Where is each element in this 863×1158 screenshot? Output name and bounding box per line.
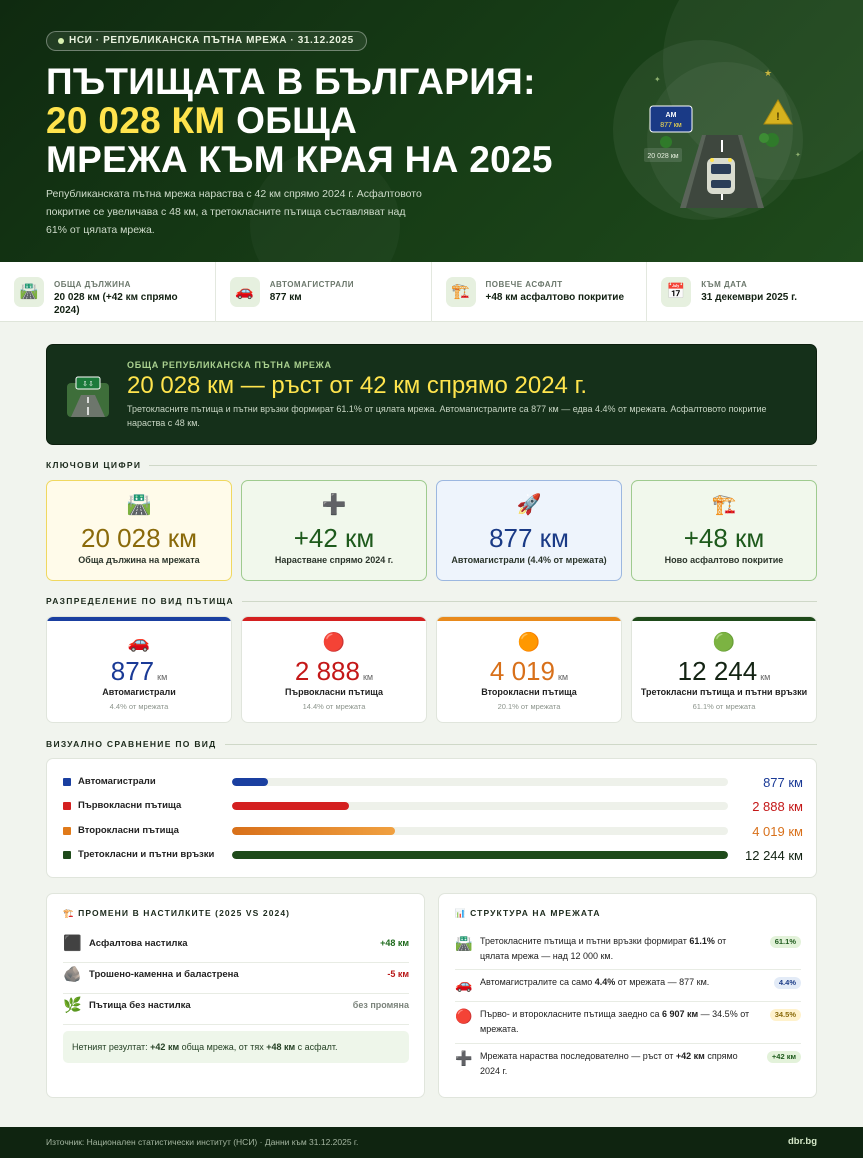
title-line-3: МРЕЖА КЪМ КРАЯ НА 2025 (46, 139, 553, 180)
comparison-row (63, 824, 803, 838)
key-figure-label: Нарастване спрямо 2024 г. (274, 555, 394, 565)
comparison-track (232, 802, 728, 810)
svg-text:✦: ✦ (654, 75, 661, 84)
herb-icon: 🌿 (63, 997, 82, 1014)
key-figure-label: Обща дължина на мрежата (78, 555, 200, 565)
pavement-row (63, 932, 409, 963)
banner-text: Третокласните пътища и пътни връзки формират 61.1% от цялата мрежа. Автомагистралите са 877 км — едва 4.4% от мрежата. Асфалтовото покритие нараства с 48 км. (127, 404, 767, 428)
road-type-share: 20.1% от мрежата (497, 702, 561, 711)
structure-text-a: Първо- и второкласните пътища заедно са (480, 1009, 662, 1019)
bar-chart-icon: 📊 (455, 908, 467, 918)
title-highlight: 20 028 КМ (46, 100, 226, 141)
info-strip-value: 20 028 км (+42 км спрямо 2024) (54, 292, 178, 316)
key-figure-card (46, 480, 232, 581)
source-badge (46, 31, 367, 51)
info-strip-value: 877 км (269, 292, 302, 303)
info-strip-label: ОБЩА ДЪЛЖИНА (54, 280, 131, 289)
key-figure-value: 877 км (489, 523, 569, 553)
banner-title: 20 028 км — ръст от 42 км спрямо 2024 г. (127, 372, 588, 399)
black-square-icon: ⬛ (63, 935, 82, 952)
crane-icon: 🏗️ (711, 494, 737, 516)
structure-text-bold: 4.4% (594, 977, 616, 987)
sign-line-2: 877 км (660, 122, 682, 129)
road-type-share: 61.1% от мрежата (692, 702, 756, 711)
info-strip-item (647, 262, 863, 322)
comparison-row (63, 775, 803, 789)
structure-text-b: — 34.5% от мрежата. (480, 1009, 750, 1034)
orange-circle-icon: 🟠 (517, 632, 541, 652)
structure-text-b: от мрежата — 877 км. (615, 977, 710, 987)
crane-icon: 🏗️ (63, 908, 75, 918)
key-figure-value: +48 км (683, 523, 765, 553)
key-figure-label: Ново асфалтово покритие (664, 555, 784, 565)
structure-text (480, 1049, 750, 1079)
plus-icon: ➕ (455, 1050, 473, 1066)
info-strip-item (432, 262, 648, 322)
net-mid: обща мрежа, от тях (179, 1042, 267, 1052)
car-icon: 🚗 (230, 277, 260, 307)
road-icon: 🛣️ (455, 935, 473, 951)
source-badge-text: НСИ · РЕПУБЛИКАНСКА ПЪТНА МРЕЖА · 31.12.2025 (69, 35, 354, 46)
pavement-value: -5 км (387, 969, 409, 979)
pavement-row (63, 963, 409, 994)
pavement-row (63, 994, 409, 1025)
key-figure-card (241, 480, 427, 581)
structure-title (455, 908, 601, 919)
pavement-title-text: ПРОМЕНИ В НАСТИЛКИТЕ (2025 VS 2024) (78, 908, 291, 918)
road-type-card (436, 616, 622, 723)
pavement-label: Асфалтова настилка (89, 938, 188, 949)
road-type-card (241, 616, 427, 723)
sign-line-1: AM (665, 112, 677, 119)
section-title-key (46, 459, 817, 471)
legend-swatch (63, 778, 71, 786)
structure-row (455, 934, 801, 970)
svg-text:✦: ✦ (795, 151, 801, 159)
section-title-types (46, 595, 817, 607)
road-icon: 🛣️ (126, 494, 152, 516)
summary-banner (46, 344, 817, 445)
red-circle-icon: 🔴 (322, 632, 346, 652)
road-type-unit: км (157, 672, 168, 682)
rock-icon: 🪨 (63, 966, 82, 983)
info-strip (0, 262, 863, 322)
red-circle-icon: 🔴 (455, 1008, 473, 1024)
info-strip-value: 31 декември 2025 г. (701, 292, 798, 303)
road-type-unit: км (362, 672, 374, 682)
crane-icon: 🏗️ (446, 277, 476, 307)
key-figure-value: +42 км (293, 523, 375, 553)
title-line-1: ПЪТИЩАТА В БЪЛГАРИЯ: (46, 61, 536, 102)
highway-sign-icon (67, 375, 109, 417)
legend-swatch (63, 851, 71, 859)
comparison-bar (232, 802, 349, 810)
road-type-number: 4 019 (489, 656, 555, 686)
key-figure-label: Автомагистрали (4.4% от мрежата) (451, 555, 607, 565)
structure-text-a: Мрежата нараства последователно — ръст от (480, 1051, 676, 1061)
structure-text-bold: +42 км (675, 1051, 705, 1061)
road-length-label: 20 028 км (647, 153, 679, 160)
road-type-number: 2 888 (294, 656, 360, 686)
net-suffix: с асфалт. (295, 1042, 338, 1052)
dot-icon (58, 38, 64, 44)
comparison-label: Второкласни пътища (78, 825, 179, 836)
comparison-bar (232, 827, 395, 835)
pavement-title (63, 908, 290, 919)
plus-icon: ➕ (321, 494, 347, 516)
structure-badge: 34.5% (770, 1009, 801, 1021)
section-title-text: РАЗПРЕДЕЛЕНИЕ ПО ВИД ПЪТИЩА (46, 595, 242, 607)
road-type-label: Автомагистрали (102, 687, 176, 697)
banner-kicker: ОБЩА РЕПУБЛИКАНСКА ПЪТНА МРЕЖА (127, 360, 332, 370)
svg-text:★: ★ (764, 69, 773, 79)
structure-panel (438, 893, 817, 1098)
road-type-accent-bar (437, 617, 621, 621)
footer-source: Източник: Национален статистически институт (НСИ) · Данни към 31.12.2025 г. (46, 1137, 359, 1147)
structure-badge: 4.4% (774, 977, 801, 989)
title-line-2: ОБЩА (225, 100, 358, 141)
comparison-label: Третокласни и пътни връзки (78, 849, 215, 860)
info-strip-label: КЪМ ДАТА (701, 280, 748, 289)
page-title (46, 62, 646, 179)
rocket-icon: 🚀 (516, 494, 542, 516)
comparison-value: 877 км (763, 775, 803, 790)
pavement-label: Трошено-каменна и баластрена (89, 969, 239, 980)
info-strip-label: АВТОМАГИСТРАЛИ (269, 280, 354, 289)
calendar-icon: 📅 (661, 277, 691, 307)
key-figure-card (436, 480, 622, 581)
structure-text-bold: 61.1% (689, 936, 715, 946)
structure-text (480, 1007, 750, 1037)
road-type-accent-bar (47, 617, 231, 621)
key-figure-card (631, 480, 817, 581)
comparison-row (63, 848, 803, 862)
info-strip-value: +48 км асфалтово покритие (485, 292, 625, 303)
net-result-note (63, 1031, 409, 1063)
section-title-compare (46, 738, 817, 750)
structure-badge: 61.1% (770, 936, 801, 948)
comparison-value: 2 888 км (752, 799, 803, 814)
structure-text-b: спрямо 2024 г. (480, 1051, 738, 1076)
svg-text:⇩⇩: ⇩⇩ (82, 380, 94, 388)
structure-text-a: Третокласните пътища и пътни връзки формират (480, 936, 690, 946)
road-icon: 🛣️ (14, 277, 44, 307)
comparison-value: 12 244 км (745, 848, 803, 863)
structure-row (455, 975, 801, 1002)
comparison-track (232, 778, 728, 786)
comparison-bar (232, 778, 268, 786)
structure-text-bold: 6 907 км (661, 1009, 699, 1019)
road-type-label: Второкласни пътища (481, 687, 577, 697)
warning-glyph: ! (776, 111, 780, 123)
road-type-unit: км (557, 672, 569, 682)
comparison-row (63, 799, 803, 813)
structure-row (455, 1007, 801, 1044)
comparison-value: 4 019 км (752, 824, 803, 839)
road-type-number: 877 (110, 656, 155, 686)
comparison-chart (46, 758, 817, 878)
hero-header (0, 0, 863, 262)
footer-brand[interactable]: dbr.bg (787, 1136, 817, 1147)
net-prefix: Нетният резултат: (72, 1042, 151, 1052)
net-asphalt: +48 км (266, 1042, 296, 1052)
structure-badge: +42 км (767, 1051, 801, 1063)
road-illustration (640, 60, 820, 220)
info-strip-item (216, 262, 432, 322)
structure-text (480, 934, 750, 964)
comparison-bar (232, 851, 728, 859)
net-total: +42 км (150, 1042, 180, 1052)
pavement-label: Пътища без настилка (89, 1000, 191, 1011)
road-type-card (46, 616, 232, 723)
legend-swatch (63, 802, 71, 810)
road-type-card (631, 616, 817, 723)
key-figure-value: 20 028 км (81, 523, 197, 553)
green-circle-icon: 🟢 (712, 632, 736, 652)
road-type-number: 12 244 (677, 656, 758, 686)
structure-row (455, 1049, 801, 1085)
info-strip-label: ПОВЕЧЕ АСФАЛТ (485, 280, 563, 289)
structure-text (480, 975, 750, 990)
structure-title-text: СТРУКТУРА НА МРЕЖАТА (470, 908, 601, 918)
pavement-value: +48 км (380, 938, 409, 948)
structure-text-a: Автомагистралите са само (480, 977, 595, 987)
car-icon: 🚗 (455, 976, 473, 992)
car-icon: 🚗 (127, 632, 151, 652)
road-type-share: 14.4% от мрежата (302, 702, 366, 711)
road-type-accent-bar (632, 617, 816, 621)
road-type-accent-bar (242, 617, 426, 621)
road-type-label: Третокласни пътища и пътни връзки (640, 687, 808, 697)
structure-text-b: от цялата мрежа — над 12 000 км. (480, 936, 727, 961)
footer (0, 1127, 863, 1158)
road-type-unit: км (760, 672, 771, 682)
page-subtitle: Републиканската пътна мрежа нараства с 42 км спрямо 2024 г. Асфалтовото покритие се увеличава с 48 км, а третокласните пътища съставляват над 61% от цялата мрежа. (46, 188, 422, 236)
section-title-text: ВИЗУАЛНО СРАВНЕНИЕ ПО ВИД (46, 738, 225, 750)
comparison-label: Първокласни пътища (78, 800, 182, 811)
pavement-value: без промяна (352, 1000, 409, 1010)
legend-swatch (63, 827, 71, 835)
comparison-track (232, 851, 728, 859)
road-type-label: Първокласни пътища (285, 687, 383, 697)
pavement-panel (46, 893, 425, 1098)
comparison-label: Автомагистрали (78, 776, 156, 787)
comparison-track (232, 827, 728, 835)
info-strip-item (0, 262, 216, 322)
road-type-share: 4.4% от мрежата (109, 702, 169, 711)
section-title-text: КЛЮЧОВИ ЦИФРИ (46, 459, 149, 471)
